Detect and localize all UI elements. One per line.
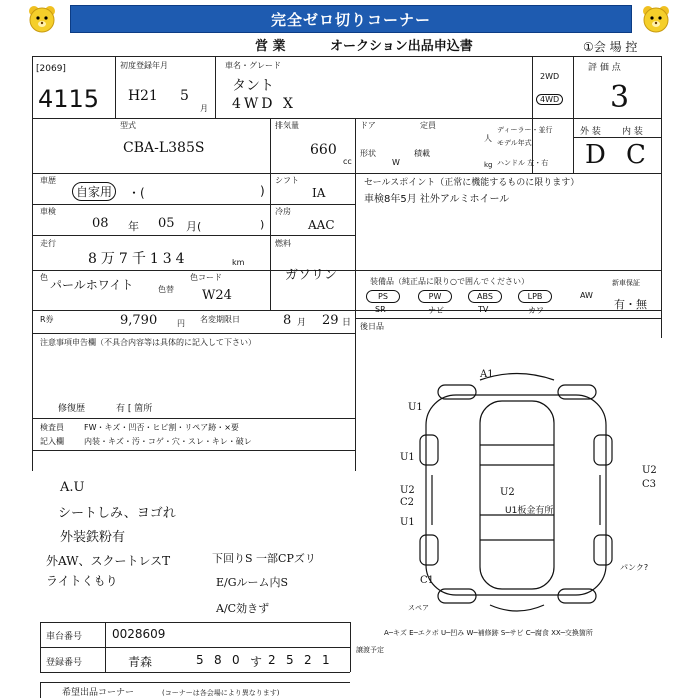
diagram-note-2: パンク?: [620, 563, 649, 572]
reg-char-1: 5: [196, 653, 204, 667]
nc-month: 8: [283, 313, 292, 328]
inspection-row-2: 内装・キズ・汚・コゲ・穴・スレ・キレ・破レ: [84, 437, 252, 446]
equip-sr: SR: [375, 305, 386, 314]
form-label: 形状: [360, 149, 376, 158]
venue-copy: ①会 場 控: [583, 40, 638, 54]
nc-month-unit: 月: [297, 318, 307, 328]
insp-month-unit: 月(: [186, 220, 202, 233]
equip-pw: PW: [418, 290, 452, 303]
recycle-value: 9,790: [120, 313, 158, 328]
hw-note-8: A/C効きず: [216, 602, 270, 615]
equip-navi: ナビ: [428, 306, 444, 315]
reg-char-6: 5: [286, 653, 294, 667]
transfer-label: 譲渡予定: [356, 646, 384, 654]
reg-char-2: 8: [214, 653, 222, 667]
reg-char-8: 1: [322, 653, 330, 667]
drive-2wd-label: 2WD: [540, 72, 560, 81]
lot-code: [2069]: [36, 64, 66, 74]
score-value: 3: [610, 80, 630, 115]
sales-point-label: セールスポイント（正常に機能するものに限ります）: [364, 178, 580, 188]
color-change-label: 色替: [158, 285, 174, 294]
entry-label: 記入欄: [40, 437, 64, 446]
int-label: 内 装: [622, 127, 643, 137]
sales-point-text: 車検8年5月 社外アルミホイール: [364, 194, 510, 205]
color-code-label: 色コード: [190, 273, 222, 282]
model-value: CBA-L385S: [123, 140, 205, 156]
bear-mascot-left-icon: [26, 3, 58, 35]
corner-banner: 完全ゼロ切りコーナー: [70, 5, 632, 33]
reg-area: 青森: [128, 655, 153, 669]
hw-note-4: 外AW、スクートレスT: [46, 554, 171, 568]
model-label: 型式: [120, 121, 136, 130]
hw-note-6: 下回りS 一部CPズリ: [212, 552, 316, 565]
shift-value: IA: [312, 186, 326, 200]
mileage-label: 走行: [40, 239, 56, 248]
mark-c1: C1: [420, 575, 435, 586]
door-label: ドア: [360, 121, 376, 130]
km-unit: km: [232, 258, 245, 267]
load-label: 積載: [414, 149, 430, 158]
model-year-label: モデル年式: [497, 139, 532, 147]
score-label: 評 価 点: [588, 63, 621, 73]
fuel-value: ガソリン: [285, 268, 338, 283]
fuel-label: 燃料: [275, 239, 291, 248]
reg-char-3: 0: [232, 653, 240, 667]
disp-value: 660: [310, 142, 337, 158]
mark-u1-b: U1: [400, 452, 415, 463]
month-value: 5: [180, 88, 189, 104]
vehicle-name: タント: [232, 78, 274, 94]
mileage-value: 8万7千134: [88, 251, 189, 267]
bear-mascot-right-icon: [640, 3, 672, 35]
new-car-label: 新車保証: [612, 279, 640, 287]
mark-u2-c: U2: [642, 465, 657, 476]
color-label: 色: [40, 273, 48, 282]
hw-note-7: E/Gルーム内S: [216, 576, 289, 589]
insp-year: 08: [92, 216, 109, 231]
mark-c2: C2: [400, 497, 415, 508]
dealer-label: ディーラー・並行: [497, 126, 553, 134]
reg-label: 登録番号: [46, 658, 83, 668]
notes-label: 注意事項申告欄（不具合内容等は具体的に記入して下さい）: [40, 338, 256, 347]
yen-unit: 円: [177, 319, 185, 328]
shift-label: シフト: [275, 176, 299, 185]
inspection-row-1: FW・キズ・凹否・ヒビ割・リペア跡・×要: [84, 423, 239, 432]
hw-note-2: シートしみ、ヨゴれ: [58, 506, 176, 521]
equipment-label: 装備品（純正品に限り○で囲んでください）: [370, 277, 529, 286]
cc-unit: cc: [343, 157, 352, 166]
person-unit: 人: [484, 134, 492, 143]
inspector-label: 検査員: [40, 423, 64, 432]
reg-char-5: 2: [268, 653, 276, 667]
equip-lpb: LPB: [518, 290, 552, 303]
color-value: パールホワイト: [50, 278, 134, 292]
later-label: 後日品: [360, 322, 384, 331]
repair-value: 有 [ 箇所: [116, 404, 153, 414]
history-rest: ・(: [128, 186, 145, 200]
ext-grade: D: [585, 140, 606, 170]
form-title: オークション出品申込書: [330, 39, 473, 54]
mark-u1-c: U1: [400, 517, 415, 528]
mark-u2-a: U2: [400, 485, 415, 496]
vehicle-grade: 4WD X: [232, 96, 296, 112]
recycle-label: R券: [40, 315, 54, 324]
mark-a1: A1: [480, 369, 494, 380]
nc-day-unit: 日: [342, 318, 352, 328]
equip-tv: TV: [478, 305, 489, 314]
equip-abs: ABS: [468, 290, 502, 303]
hw-note-1: A.U: [60, 480, 85, 495]
history-label: 車歴: [40, 176, 56, 185]
chassis-value: 0028609: [112, 627, 166, 641]
car-damage-diagram: [380, 365, 660, 620]
form-value: W: [392, 158, 400, 167]
aircon-value: AAC: [308, 218, 335, 232]
hw-note-3: 外装鉄粉有: [60, 530, 126, 545]
insp-year-unit: 年: [128, 220, 139, 233]
history-value: 自家用: [72, 182, 116, 201]
diagram-legend: A─キズ E─エクボ U─凹み W─補修跡 S─サビ C─腐食 XX─交換箇所: [384, 629, 593, 637]
mark-u1-a: U1: [408, 402, 423, 413]
equip-ps: PS: [366, 290, 400, 303]
color-code-value: W24: [202, 288, 232, 303]
hope-corner-label: 希望出品コーナー: [62, 688, 135, 698]
equip-leather: カワ: [528, 306, 544, 315]
hw-note-5: ライトくもり: [46, 574, 118, 588]
repair-label: 修復歴: [58, 404, 86, 414]
insp-month: 05: [158, 216, 175, 231]
hope-corner-note: (コーナーは各会場により異なります): [162, 689, 280, 697]
disp-label: 排気量: [275, 121, 299, 130]
kg-unit: kg: [484, 161, 493, 169]
name-label: 車名・グレード: [225, 61, 281, 70]
handle-label: ハンドル 左・右: [497, 159, 549, 167]
equip-aw: AW: [580, 291, 593, 300]
int-grade: C: [626, 140, 646, 170]
month-unit: 月: [200, 104, 208, 113]
chassis-label: 車台番号: [46, 632, 83, 642]
first-reg-label: 初度登録年月: [120, 61, 168, 70]
diagram-note-1: U1板金有所: [505, 506, 554, 516]
era-value: H: [128, 88, 141, 104]
aircon-label: 冷房: [275, 207, 291, 216]
insp-close: ): [260, 218, 265, 231]
reg-char-4: す: [250, 655, 263, 669]
drive-4wd-value: 4WD: [536, 94, 563, 105]
new-car-value: 有・無: [614, 298, 647, 311]
diagram-note-3: スペア: [408, 604, 429, 612]
reg-char-7: 2: [304, 653, 312, 667]
form-prefix: 営 業: [255, 39, 286, 54]
year-value: 21: [140, 88, 158, 104]
mark-u2-b: U2: [500, 487, 515, 498]
history-close: ): [260, 184, 265, 198]
inspection-label: 車検: [40, 207, 56, 216]
mark-c3: C3: [642, 479, 657, 490]
ext-label: 外 装: [580, 127, 601, 137]
lot-number: 4115: [38, 85, 100, 113]
name-change-label: 名変期限日: [200, 315, 240, 324]
capacity-label: 定員: [420, 121, 436, 130]
nc-day: 29: [322, 313, 339, 328]
